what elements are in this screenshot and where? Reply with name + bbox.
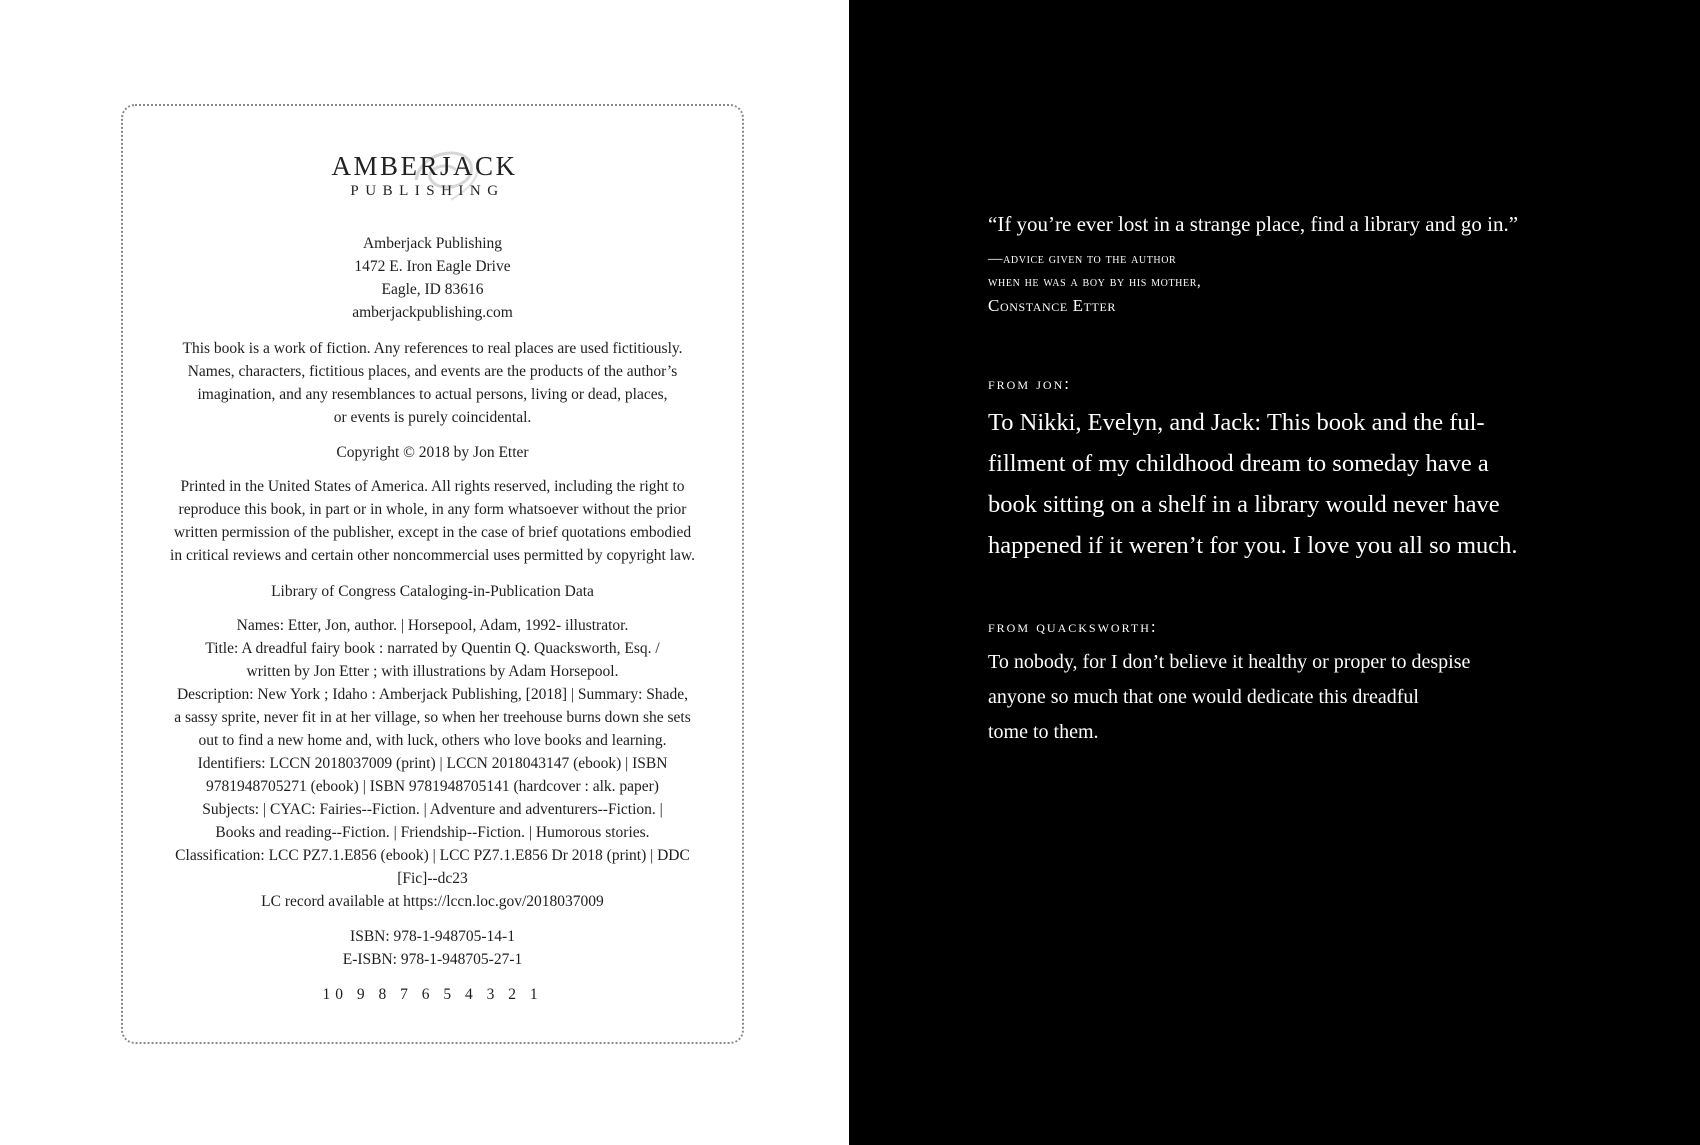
cip-line: Books and reading--Fiction. | Friendship--Fiction. | Humorous stories. <box>215 824 650 841</box>
epigraph-quote: “If you’re ever lost in a strange place, find a library and go in.” <box>988 212 1519 236</box>
publisher-logo <box>0 150 849 200</box>
rights-notice <box>140 475 725 567</box>
isbn-line: E-ISBN: 978-1-948705-27-1 <box>342 951 523 968</box>
cip-line: written by Jon Etter ; with illustrations by Adam Horsepool. <box>246 663 619 680</box>
loc-heading: Library of Congress Cataloging-in-Publication Data <box>271 583 594 600</box>
fiction-line: Names, characters, fictitious places, and events are the products of the author’s <box>187 363 678 380</box>
isbn-block <box>140 925 725 971</box>
dedication-line: fillment of my childhood dream to someday have a <box>988 450 1489 477</box>
fiction-line: This book is a work of fiction. Any references to real places are used fictitiously. <box>182 340 683 357</box>
cip-line: out to find a new home and, with luck, others who love books and learning. <box>198 732 667 749</box>
dedication-text-jon <box>988 402 1518 566</box>
dedication-line: anyone so much that one would dedicate this dreadful <box>988 686 1419 708</box>
attribution-line: —advice given to the author <box>988 251 1177 267</box>
rights-line: written permission of the publisher, except in the case of brief quotations embodied <box>173 524 692 541</box>
rights-line: reproduce this book, in part or in whole, in any form whatsoever without the prior <box>178 501 687 518</box>
cip-data <box>140 614 725 913</box>
cip-line: Description: New York ; Idaho : Amberjack Publishing, [2018] | Summary: Shade, <box>176 686 689 703</box>
logo-subtitle: PUBLISHING <box>350 183 505 199</box>
address-line: Eagle, ID 83616 <box>381 281 484 298</box>
cip-line: Title: A dreadful fairy book : narrated by Quentin Q. Quacksworth, Esq. / <box>205 640 660 657</box>
print-line: 10 9 8 7 6 5 4 3 2 1 <box>322 986 543 1003</box>
isbn-line: ISBN: 978-1-948705-14-1 <box>350 928 515 945</box>
cip-line: LC record available at https://lccn.loc.gov/2018037009 <box>261 893 604 910</box>
attribution-name: Constance Etter <box>988 296 1117 315</box>
logo-name: AMBERJACK <box>331 151 518 181</box>
rights-line: Printed in the United States of America. All rights reserved, including the right to <box>180 478 685 495</box>
dedication-heading-quacksworth: from quacksworth: <box>988 617 1158 636</box>
fiction-line: or events is purely coincidental. <box>333 409 532 426</box>
attribution-line: when he was a boy by his mother, <box>988 274 1202 290</box>
dedication-line: happened if it weren’t for you. I love you all so much. <box>988 532 1518 559</box>
dedication-line: book sitting on a shelf in a library would never have <box>988 491 1500 518</box>
epigraph-attribution <box>988 248 1201 317</box>
dedication-text-quacksworth <box>988 645 1470 750</box>
fiction-line: imagination, and any resemblances to actual persons, living or dead, places, <box>197 386 668 403</box>
cip-line: 9781948705271 (ebook) | ISBN 9781948705141 (hardcover : alk. paper) <box>206 778 659 795</box>
cip-line: [Fic]--dc23 <box>397 870 468 887</box>
cip-line: Identifiers: LCCN 2018037009 (print) | LCCN 2018043147 (ebook) | ISBN <box>197 755 668 772</box>
copyright-line: Copyright © 2018 by Jon Etter <box>336 444 529 461</box>
fiction-notice <box>140 337 725 429</box>
dedication-heading-jon: from jon: <box>988 374 1071 393</box>
cip-line: Classification: LCC PZ7.1.E856 (ebook) | LCC PZ7.1.E856 Dr 2018 (print) | DDC <box>175 847 690 864</box>
dedication-line: To nobody, for I don’t believe it healthy or proper to despise <box>988 651 1471 673</box>
dedication-line: tome to them. <box>988 721 1099 743</box>
rights-line: in critical reviews and certain other noncommercial uses permitted by copyright law. <box>170 547 695 564</box>
cip-line: Subjects: | CYAC: Fairies--Fiction. | Adventure and adventurers--Fiction. | <box>202 801 663 818</box>
copyright-page <box>0 0 849 1145</box>
dedication-page <box>849 0 1700 1145</box>
address-line: amberjackpublishing.com <box>352 304 513 321</box>
address-line: Amberjack Publishing <box>362 235 503 252</box>
cip-line: Names: Etter, Jon, author. | Horsepool, Adam, 1992- illustrator. <box>236 617 629 634</box>
cip-line: a sassy sprite, never fit in at her village, so when her treehouse burns down she sets <box>174 709 691 726</box>
publisher-address <box>140 232 725 324</box>
dedication-line: To Nikki, Evelyn, and Jack: This book and the ful- <box>988 409 1485 436</box>
address-line: 1472 E. Iron Eagle Drive <box>354 258 511 275</box>
